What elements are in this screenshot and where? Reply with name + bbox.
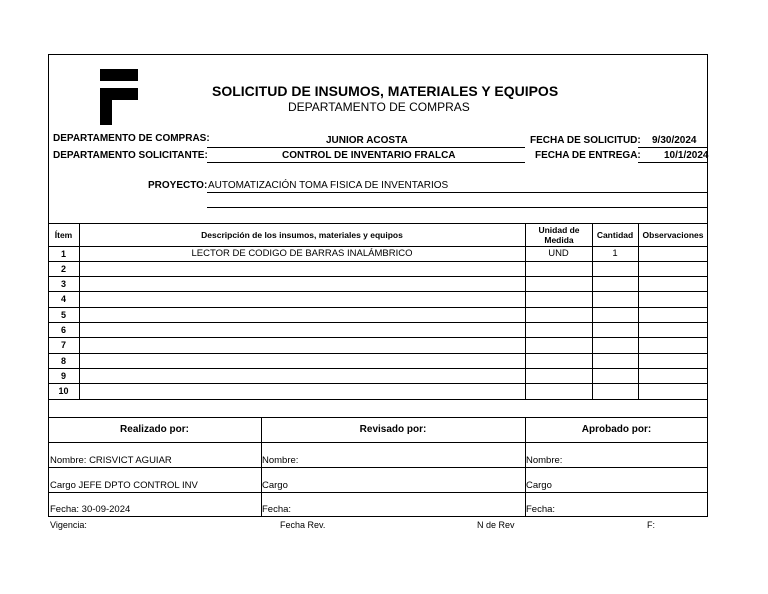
- header-unidad: Unidad de Medida: [538, 224, 580, 245]
- row-item-number: 5: [60, 309, 66, 320]
- fecha-solicitud-value[interactable]: 9/30/2024: [652, 135, 697, 146]
- realizado-cargo[interactable]: Cargo JEFE DPTO CONTROL INV: [50, 480, 198, 491]
- fecha-entrega-label: FECHA DE ENTREGA:: [535, 150, 641, 161]
- row-item-number: 1: [60, 248, 66, 259]
- revisado-cargo[interactable]: Cargo: [262, 480, 288, 491]
- row-observaciones[interactable]: [638, 246, 708, 261]
- solicitante-label: DEPARTAMENTO SOLICITANTE:: [53, 150, 208, 161]
- header-item: Ítem: [54, 229, 73, 240]
- header-descripcion: Descripción de los insumos, materiales y equipos: [201, 229, 403, 240]
- fecha-entrega-underline: [638, 162, 708, 163]
- row-item-number: 6: [60, 324, 66, 335]
- realizado-label: Realizado por:: [120, 423, 189, 435]
- row-descripcion[interactable]: [79, 322, 525, 337]
- form-title: SOLICITUD DE INSUMOS, MATERIALES Y EQUIPOS: [212, 83, 559, 99]
- sig-line: [48, 467, 708, 468]
- row-item-number: 2: [60, 263, 66, 274]
- fecha-solicitud-underline: [638, 147, 708, 148]
- proyecto-label: PROYECTO:: [148, 180, 208, 191]
- row-item-number: 7: [60, 340, 66, 350]
- realizado-fecha[interactable]: Fecha: 30-09-2024: [50, 504, 131, 515]
- row-line: [48, 399, 708, 400]
- proyecto-value[interactable]: AUTOMATIZACIÓN TOMA FISICA DE INVENTARIOS: [208, 180, 449, 191]
- footer-f: F:: [647, 520, 655, 530]
- footer-fecha-rev: Fecha Rev.: [280, 520, 326, 530]
- form-subtitle: DEPARTAMENTO DE COMPRAS: [288, 100, 470, 114]
- aprobado-fecha[interactable]: Fecha:: [526, 504, 556, 515]
- proyecto-underline-1: [207, 192, 708, 193]
- row-item-number: 10: [58, 386, 69, 396]
- compras-label: DEPARTAMENTO DE COMPRAS:: [53, 133, 210, 144]
- company-logo: [100, 69, 140, 125]
- row-item-number: 4: [60, 294, 66, 304]
- header-cantidad: Cantidad: [596, 229, 634, 240]
- revisado-nombre[interactable]: Nombre:: [262, 455, 299, 466]
- aprobado-nombre[interactable]: Nombre:: [526, 455, 563, 466]
- row-descripcion[interactable]: [79, 337, 525, 353]
- compras-underline: [207, 147, 525, 148]
- row-descripcion[interactable]: [79, 276, 525, 291]
- sig-line: [48, 492, 708, 493]
- row-descripcion[interactable]: [79, 307, 525, 322]
- proyecto-underline-2: [207, 207, 708, 208]
- fecha-solicitud-label: FECHA DE SOLICITUD:: [530, 135, 641, 146]
- compras-value[interactable]: JUNIOR ACOSTA: [326, 135, 408, 146]
- realizado-nombre[interactable]: Nombre: CRISVICT AGUIAR: [50, 455, 172, 466]
- row-item-number: 9: [60, 370, 66, 381]
- row-descripcion[interactable]: [79, 383, 525, 399]
- revisado-label: Revisado por:: [359, 423, 427, 435]
- revisado-fecha[interactable]: Fecha:: [262, 504, 292, 515]
- row-item-number: 3: [60, 278, 66, 289]
- row-descripcion[interactable]: [79, 353, 525, 368]
- solicitante-underline: [207, 162, 525, 163]
- footer-n-rev: N de Rev: [477, 520, 515, 530]
- row-item-number: 8: [60, 355, 66, 366]
- solicitante-value[interactable]: CONTROL DE INVENTARIO FRALCA: [282, 150, 456, 161]
- row-descripcion[interactable]: [79, 291, 525, 307]
- aprobado-label: Aprobado por:: [581, 423, 652, 435]
- row-cantidad[interactable]: 1: [612, 247, 618, 259]
- fecha-entrega-value[interactable]: 10/1/2024: [664, 150, 709, 161]
- sig-line: [48, 442, 708, 443]
- row-descripcion[interactable]: [79, 368, 525, 383]
- footer-vigencia: Vigencia:: [50, 520, 87, 530]
- aprobado-cargo[interactable]: Cargo: [526, 480, 552, 491]
- row-unidad[interactable]: UND: [548, 247, 569, 259]
- row-descripcion[interactable]: LECTOR DE CODIGO DE BARRAS INALÁMBRICO: [191, 247, 413, 259]
- row-descripcion[interactable]: [79, 261, 525, 276]
- header-observaciones: Observaciones: [642, 229, 704, 240]
